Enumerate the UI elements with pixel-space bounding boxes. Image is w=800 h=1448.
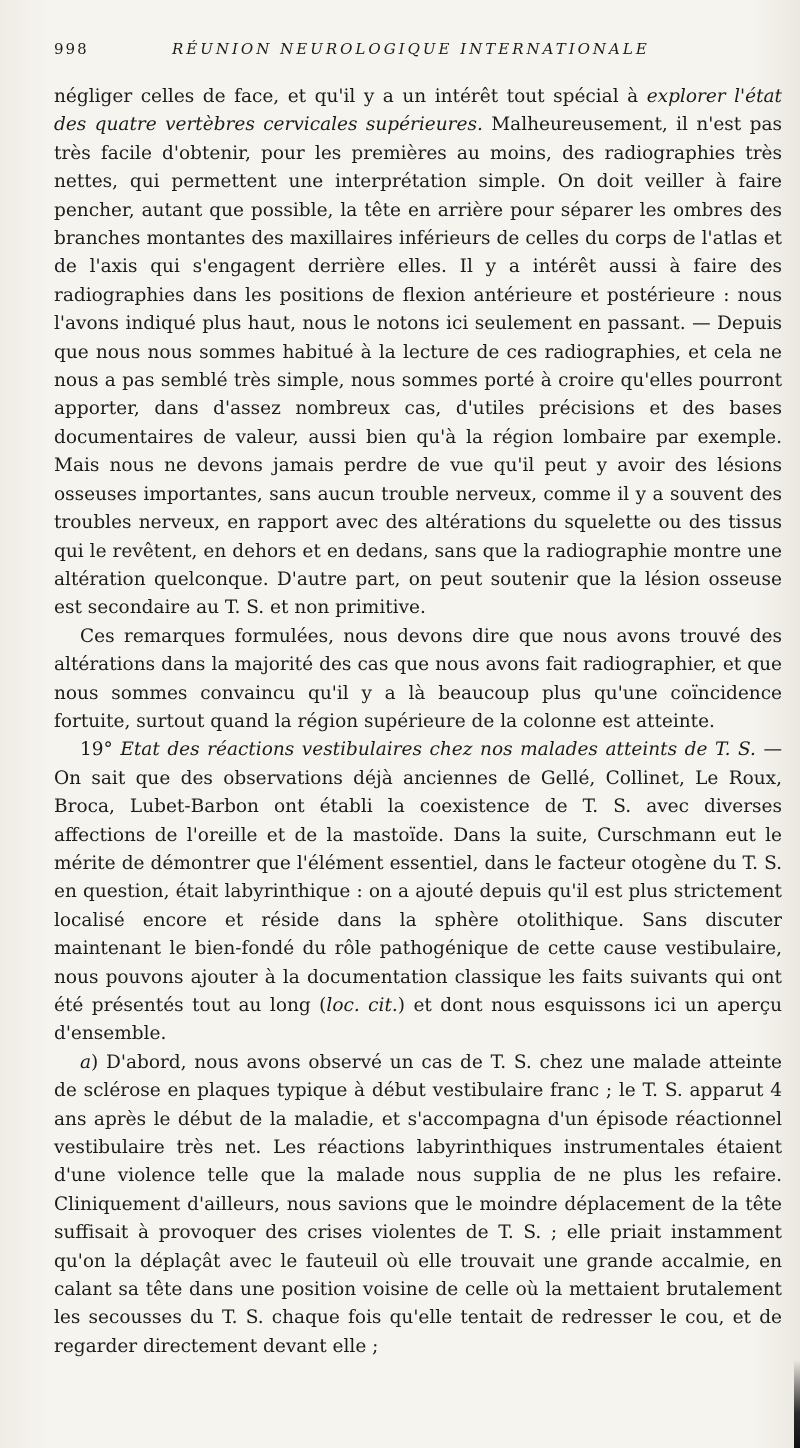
text-run: Ces remarques formulées, nous devons dire que nous avons trouvé des altérations dans la majorité des cas que nous avons fait radiographier, et que nous sommes convaincu qu'il y a là beaucoup plus qu'une coïncidence fortuite, surtout quand la région supérieure de la colonne est atteinte. (54, 625, 782, 732)
italic-text-run: Etat des réactions vestibulaires chez nos malades atteints de T. S. (120, 739, 756, 761)
text-run: ) D'abord, nous avons observé un cas de T. S. chez une malade atteinte de sclérose en plaques typique à début vestibulaire franc ; le T. S. apparut 4 ans après le début de la maladie, et s'accompagna d'un épisode réactionnel vestibulaire très net. Les réactions labyrinthiques instrumentales étaient d'une violence telle que la malade nous supplia de ne plus les refaire. Cliniquement d'ailleurs, nous savions que le moindre déplacement de la tête suffisait à provoquer des crises violentes de T. S. ; elle priait instamment qu'on la déplaçât avec le fauteuil où elle trouvait une grande accalmie, en calant sa tête dans une position voisine de celle où la mettaient brutalement les secousses du T. S. chaque fois qu'elle tentait de redresser le cou, et de regarder directement devant elle ; (54, 1051, 782, 1357)
text-run: 19° (80, 739, 121, 761)
body-text (54, 83, 782, 1361)
text-run: ) et dont nous esquissons ici un aperçu d'ensemble. (54, 995, 782, 1045)
text-run: Malheureusement, il n'est pas très facile d'obtenir, pour les premières au moins, des radiographies très nettes, qui permettent une interprétation simple. On doit veiller à faire pencher, autant que possible, la tête en arrière pour séparer les ombres des branches montantes des maxillaires inférieurs de celles du corps de l'atlas et de l'axis qui s'engagent derrière elles. Il y a intérêt aussi à faire des radiographies dans les positions de flexion antérieure et postérieure : nous l'avons indiqué plus haut, nous le notons ici seulement en passant. — Depuis que nous nous sommes habitué à la lecture de ces radiographies, et cela ne nous a pas semblé très simple, nous sommes porté à croire qu'elles pourront apporter, dans d'assez nombreux cas, d'utiles précisions et des bases documentaires de valeur, aussi bien qu'à la région lombaire par exemple. Mais nous ne devons jamais perdre de vue qu'il peut y avoir des lésions osseuses importantes, sans aucun trouble nerveux, comme il y a souvent des troubles nerveux, en rapport avec des altérations du squelette ou des tissus qui le revêtent, en dehors et en dedans, sans que la radiographie montre une altération quelconque. D'autre part, on peut soutenir que la lésion osseuse est secondaire au T. S. et non primitive. (54, 114, 782, 619)
page-number: 998 (54, 40, 89, 58)
italic-text-run: a (80, 1051, 92, 1073)
italic-text-run: loc. cit. (326, 995, 398, 1016)
paragraph (54, 1049, 782, 1361)
text-run: — On sait que des observations déjà anciennes de Gellé, Collinet, Le Roux, Broca, Lubet-Barbon ont établi la coexistence de T. S. avec diverses affections de l'oreille et de la mastoïde. Dans la suite, Curschmann eut le mérite de démontrer que l'élément essentiel, dans le facteur otogène du T. S. en question, était labyrinthique : on a ajouté depuis qu'il est plus strictement localisé encore et réside dans la sphère otolithique. Sans discuter maintenant le bien-fondé du rôle pathogénique de cette cause vestibulaire, nous pouvons ajouter à la documentation classique les faits suivants qui ont été présentés tout au long ( (54, 739, 783, 1016)
paragraph (54, 623, 782, 737)
page-header (54, 40, 760, 68)
italic-text-run: explorer l'état des quatre vertèbres cervicales supérieures. (54, 86, 782, 136)
page-edge-shadow (794, 1360, 800, 1448)
paragraph (54, 736, 782, 1048)
paragraph (54, 83, 782, 623)
running-head: RÉUNION NEUROLOGIQUE INTERNATIONALE (172, 40, 650, 58)
text-run: négliger celles de face, et qu'il y a un intérêt tout spécial à (54, 86, 647, 107)
